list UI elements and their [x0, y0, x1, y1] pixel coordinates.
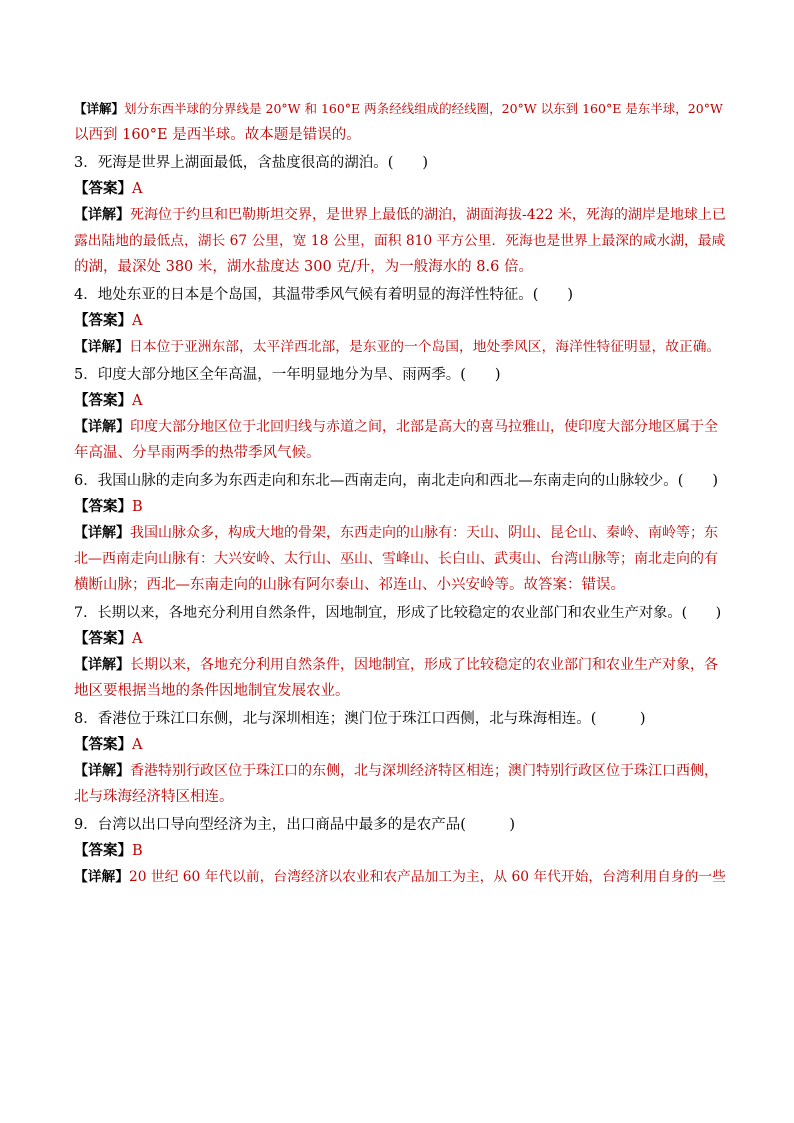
- answer-label: 【答案】: [74, 312, 132, 329]
- detail-text: 北—西南走向山脉有：大兴安岭、太行山、巫山、雪峰山、长白山、武夷山、台湾山脉等；南北走向的有: [74, 551, 718, 567]
- answer-line: [74, 308, 726, 334]
- detail-label: 【详解】: [74, 657, 130, 673]
- detail-text: 我国山脉众多，构成大地的骨架，东西走向的山脉有：天山、阴山、昆仑山、秦岭、南岭等；东: [130, 525, 718, 541]
- question-text: 8．香港位于珠江口东侧，北与深圳相连；澳门位于珠江口西侧，北与珠海相连。( ): [74, 711, 646, 727]
- detail-line: [74, 572, 726, 598]
- detail-label: 【详解】: [74, 869, 130, 885]
- detail-label: 【详解】: [74, 101, 125, 116]
- detail-block: [74, 652, 726, 704]
- answer-label: 【答案】: [74, 180, 132, 197]
- detail-label: 【详解】: [74, 419, 130, 435]
- detail-text: 划分东西半球的分界线是 20°W 和 160°E 两条经线组成的经线圈，20°W 以东到 160°E 是东半球，20°W: [124, 101, 723, 116]
- detail-text: 露出陆地的最低点，湖长 67 公里，宽 18 公里，面积 810 平方公里．死海也是世界上最深的咸水湖，最咸: [74, 233, 726, 249]
- detail-line: [74, 864, 726, 890]
- answer-value: A: [132, 393, 143, 409]
- detail-line: [74, 784, 726, 810]
- answer-value: A: [132, 631, 143, 647]
- detail-line: [74, 678, 726, 704]
- detail-block: [74, 334, 726, 360]
- detail-line: [74, 546, 726, 572]
- question-text: 7．长期以来，各地充分利用自然条件，因地制宜，形成了比较稳定的农业部门和农业生产对象。( ): [74, 605, 722, 621]
- detail-line: [74, 440, 726, 466]
- detail-text: 的湖，最深处 380 米，湖水盐度达 300 克/升，为一般海水的 8.6 倍。: [74, 259, 533, 275]
- detail-text: 日本位于亚洲东部，太平洋西北部，是东亚的一个岛国，地处季风区，海洋性特征明显，故正确。: [129, 339, 721, 355]
- detail-line: [74, 758, 726, 784]
- answer-value: A: [132, 737, 143, 753]
- answer-label: 【答案】: [74, 630, 132, 647]
- detail-line: [74, 96, 726, 122]
- answer-label: 【答案】: [74, 842, 132, 859]
- detail-text: 死海位于约旦和巴勒斯坦交界，是世界上最低的湖泊，湖面海拔-422 米，死海的湖岸是地球上已: [130, 207, 726, 223]
- detail-line: [74, 254, 726, 280]
- detail-line: [74, 520, 726, 546]
- detail-block: [74, 864, 726, 890]
- answer-label: 【答案】: [74, 498, 132, 515]
- detail-block: [74, 758, 726, 810]
- detail-line: [74, 202, 726, 228]
- detail-block: [74, 96, 726, 148]
- document-page: [74, 96, 726, 890]
- detail-text: 长期以来，各地充分利用自然条件，因地制宜，形成了比较稳定的农业部门和农业生产对象，各: [130, 657, 718, 673]
- answer-value: A: [132, 313, 143, 329]
- answer-label: 【答案】: [74, 392, 132, 409]
- detail-text: 印度大部分地区位于北回归线与赤道之间，北部是高大的喜马拉雅山，使印度大部分地区属于全: [130, 419, 718, 435]
- detail-line: [74, 228, 726, 254]
- detail-text: 以西到 160°E 是西半球。故本题是错误的。: [74, 127, 361, 143]
- detail-line: [74, 334, 726, 360]
- detail-label: 【详解】: [74, 525, 130, 541]
- detail-text: 年高温、分旱雨两季的热带季风气候。: [74, 445, 321, 461]
- detail-label: 【详解】: [74, 207, 130, 223]
- answer-value: B: [132, 843, 143, 859]
- question-text: 5．印度大部分地区全年高温，一年明显地分为旱、雨两季。( ): [74, 367, 501, 383]
- detail-text: 地区要根据当地的条件因地制宜发展农业。: [74, 683, 350, 699]
- question-text: 4．地处东亚的日本是个岛国，其温带季风气候有着明显的海洋性特征。( ): [74, 287, 574, 303]
- detail-text: 20 世纪 60 年代以前，台湾经济以农业和农产品加工为主，从 60 年代开始，台湾利用自身的一些: [129, 869, 726, 885]
- answer-value: B: [132, 499, 143, 515]
- answer-line: [74, 732, 726, 758]
- detail-block: [74, 414, 726, 466]
- answer-line: [74, 388, 726, 414]
- detail-text: 香港特别行政区位于珠江口的东侧，北与深圳经济特区相连；澳门特别行政区位于珠江口西侧，: [130, 763, 718, 779]
- detail-label: 【详解】: [74, 339, 130, 355]
- question-text: 6．我国山脉的走向多为东西走向和东北—西南走向，南北走向和西北—东南走向的山脉较少。( ): [74, 473, 719, 489]
- detail-text: 北与珠海经济特区相连。: [74, 789, 234, 805]
- question-text: 3．死海是世界上湖面最低，含盐度很高的湖泊。( ): [74, 155, 429, 171]
- answer-value: A: [132, 181, 143, 197]
- detail-block: [74, 520, 726, 598]
- answer-label: 【答案】: [74, 736, 132, 753]
- detail-line: [74, 652, 726, 678]
- detail-line: [74, 414, 726, 440]
- detail-block: [74, 202, 726, 280]
- answer-line: [74, 838, 726, 864]
- detail-text: 横断山脉；西北—东南走向的山脉有阿尔泰山、祁连山、小兴安岭等。故答案：错误。: [74, 577, 625, 593]
- question-text: 9．台湾以出口导向型经济为主，出口商品中最多的是农产品( ): [74, 817, 516, 833]
- detail-label: 【详解】: [74, 763, 130, 779]
- detail-line: [74, 122, 726, 148]
- answer-line: [74, 626, 726, 652]
- answer-line: [74, 494, 726, 520]
- answer-line: [74, 176, 726, 202]
